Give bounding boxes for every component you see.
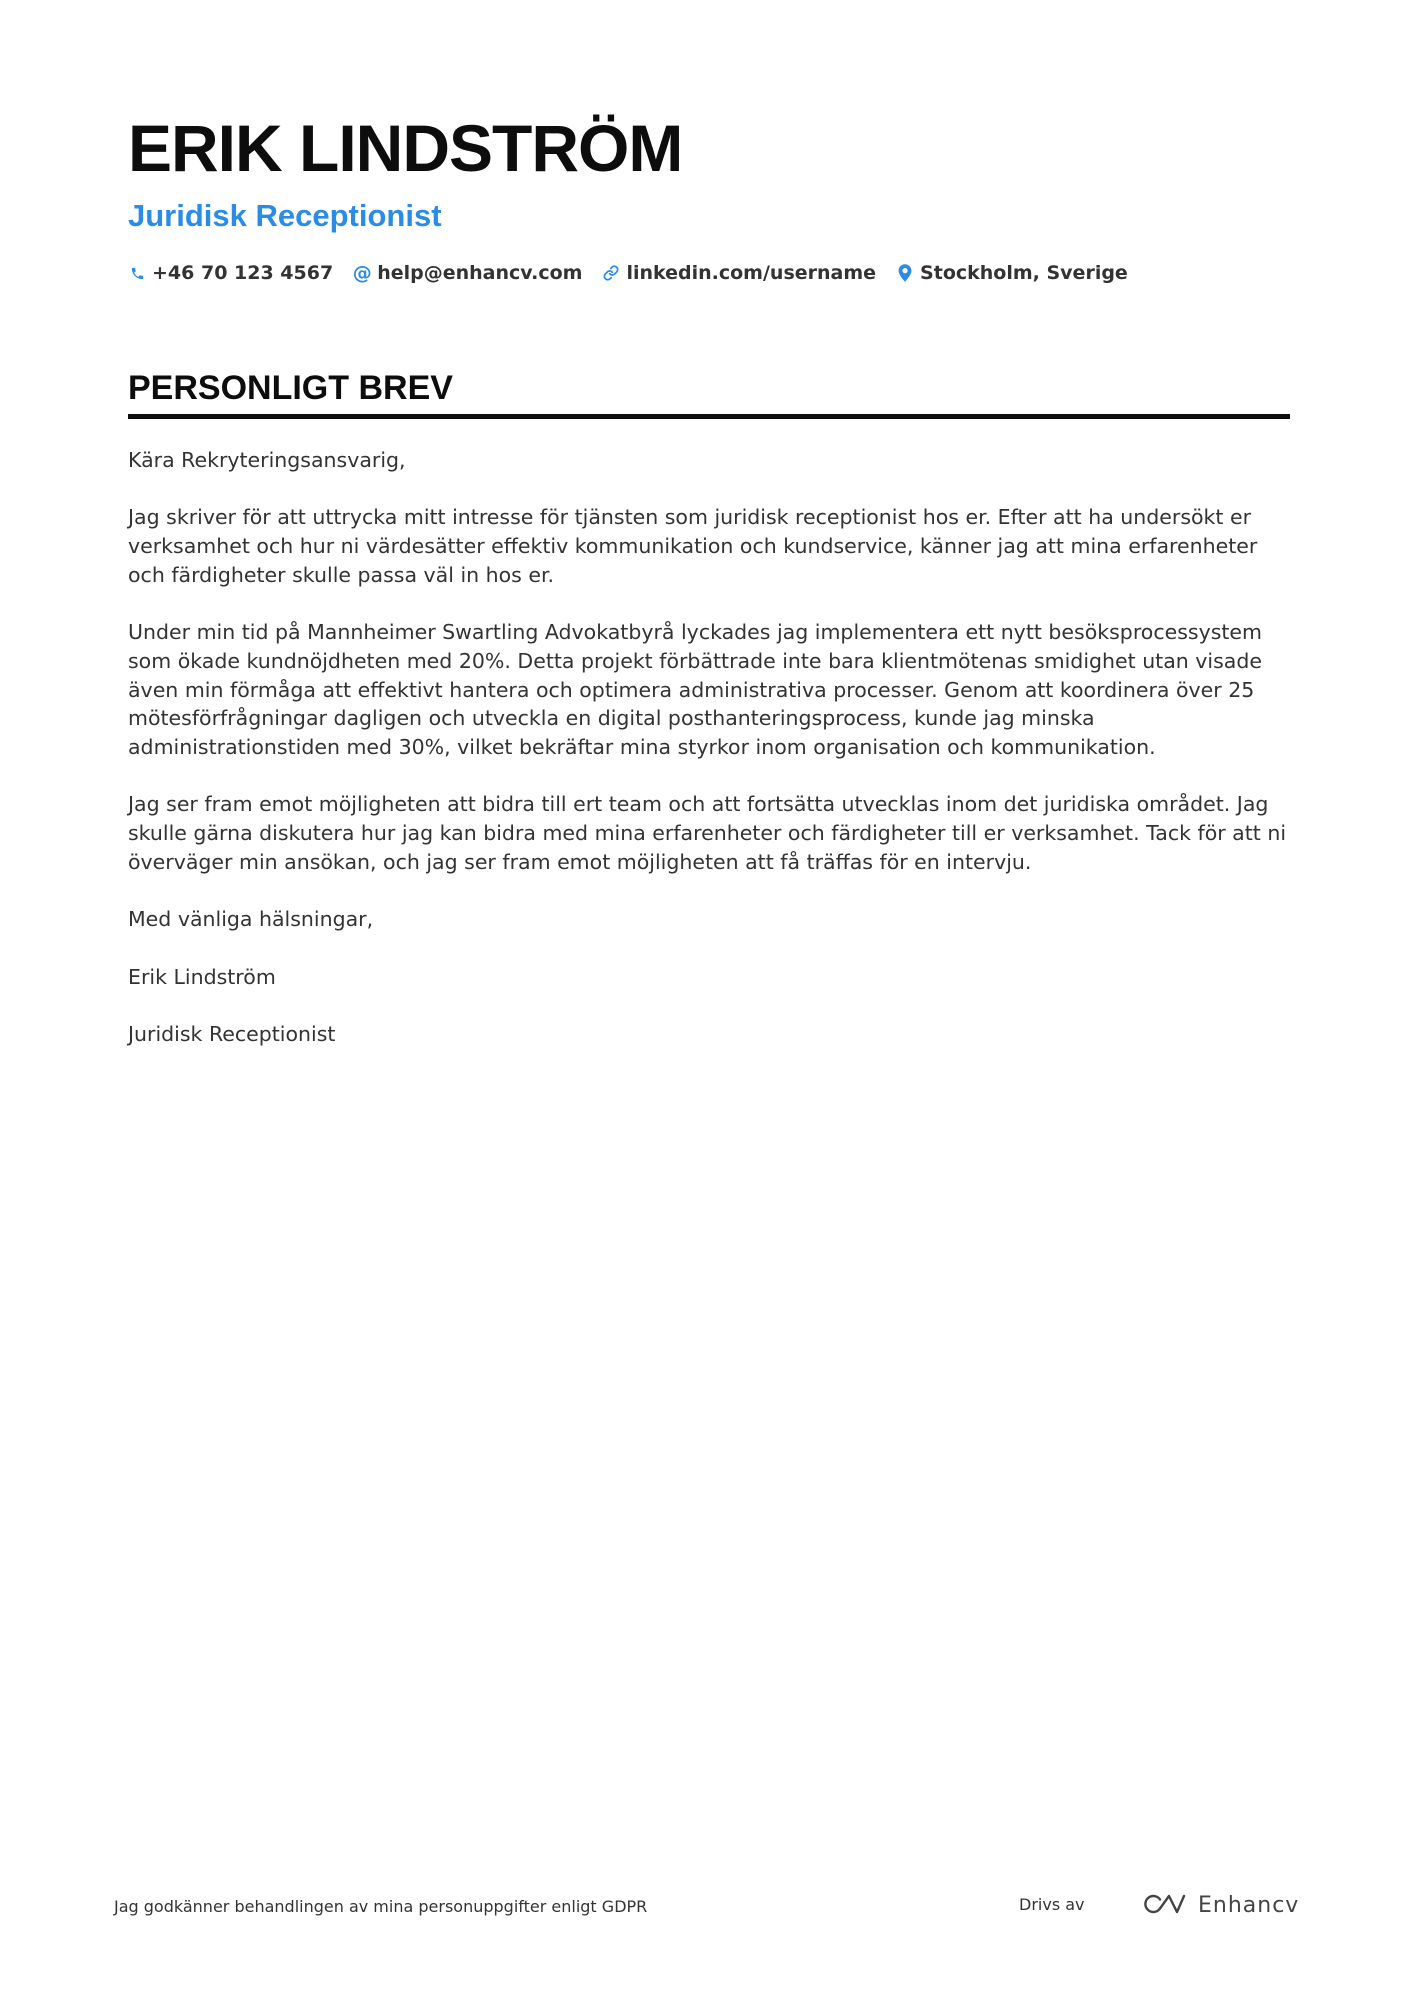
job-title: Juridisk Receptionist: [128, 198, 442, 233]
greeting: Kära Rekryteringsansvarig,: [128, 448, 406, 472]
signature-name: Erik Lindström: [128, 964, 276, 989]
linkedin-text[interactable]: linkedin.com/username: [626, 262, 877, 284]
contact-email: [353, 259, 582, 287]
section-divider: [128, 414, 1290, 419]
location-text: Stockholm, Sverige: [920, 262, 1128, 284]
brand-link[interactable]: [1140, 1890, 1299, 1922]
section-title: PERSONLIGT BREV: [128, 369, 453, 407]
footer: [114, 1890, 1300, 1930]
gdpr-consent-text: Jag godkänner behandlingen av mina personuppgifter enligt GDPR: [114, 1897, 648, 1916]
powered-by-label: Drivs av: [1019, 1895, 1085, 1914]
email-text[interactable]: help@enhancv.com: [377, 262, 583, 284]
contact-linkedin: [602, 259, 876, 287]
signature-title: Juridisk Receptionist: [128, 1021, 336, 1046]
letter-section: [128, 367, 1290, 1077]
paragraph: Jag skriver för att uttrycka mitt intresse för tjänsten som juridisk receptionist hos er. Efter att ha undersökt er verksamhet och hur ni värdesätter effektiv kommunikation och kundservice, känner jag att mina erfarenheter och färdigheter skulle passa väl in hos er.: [128, 505, 1258, 587]
brand-name: Enhancv: [1198, 1893, 1300, 1918]
map-pin-icon: [896, 262, 914, 284]
paragraph: Jag ser fram emot möjligheten att bidra till ert team och att fortsätta utvecklas inom det juridiska området. Jag skulle gärna diskutera hur jag kan bidra med mina erfarenheter och färdigheter till er verksamhet. Tack för att ni överväger min ansökan, och jag ser fram emot möjligheten att få träffas för en intervju.: [128, 792, 1287, 874]
contact-phone: [128, 259, 333, 287]
contact-bar: [128, 259, 1288, 287]
enhancv-logo-icon: [1140, 1892, 1186, 1920]
at-sign-icon: @: [352, 262, 372, 284]
contact-location: [896, 259, 1128, 287]
link-icon: [602, 262, 620, 284]
header: [128, 108, 1288, 287]
candidate-name: ERIK LINDSTRÖM: [128, 111, 683, 185]
letter-body: [128, 446, 1290, 1049]
closing: Med vänliga hälsningar,: [128, 907, 374, 932]
paragraph: Under min tid på Mannheimer Swartling Advokatbyrå lyckades jag implementera ett nytt besöksprocessystem som ökade kundnöjdheten med 20%. Detta projekt förbättrade inte bara klientmötenas smidighet utan visade även min förmåga att effektivt hantera och optimera administrativa processer. Genom att koordinera över 25 mötesförfrågningar dagligen och utveckla en digital posthanteringsprocess, kunde jag minska administrationstiden med 30%, vilket bekräftar mina styrkor inom organisation och kommunikation.: [128, 620, 1263, 759]
phone-icon: [128, 262, 146, 284]
phone-text: +46 70 123 4567: [152, 262, 334, 284]
